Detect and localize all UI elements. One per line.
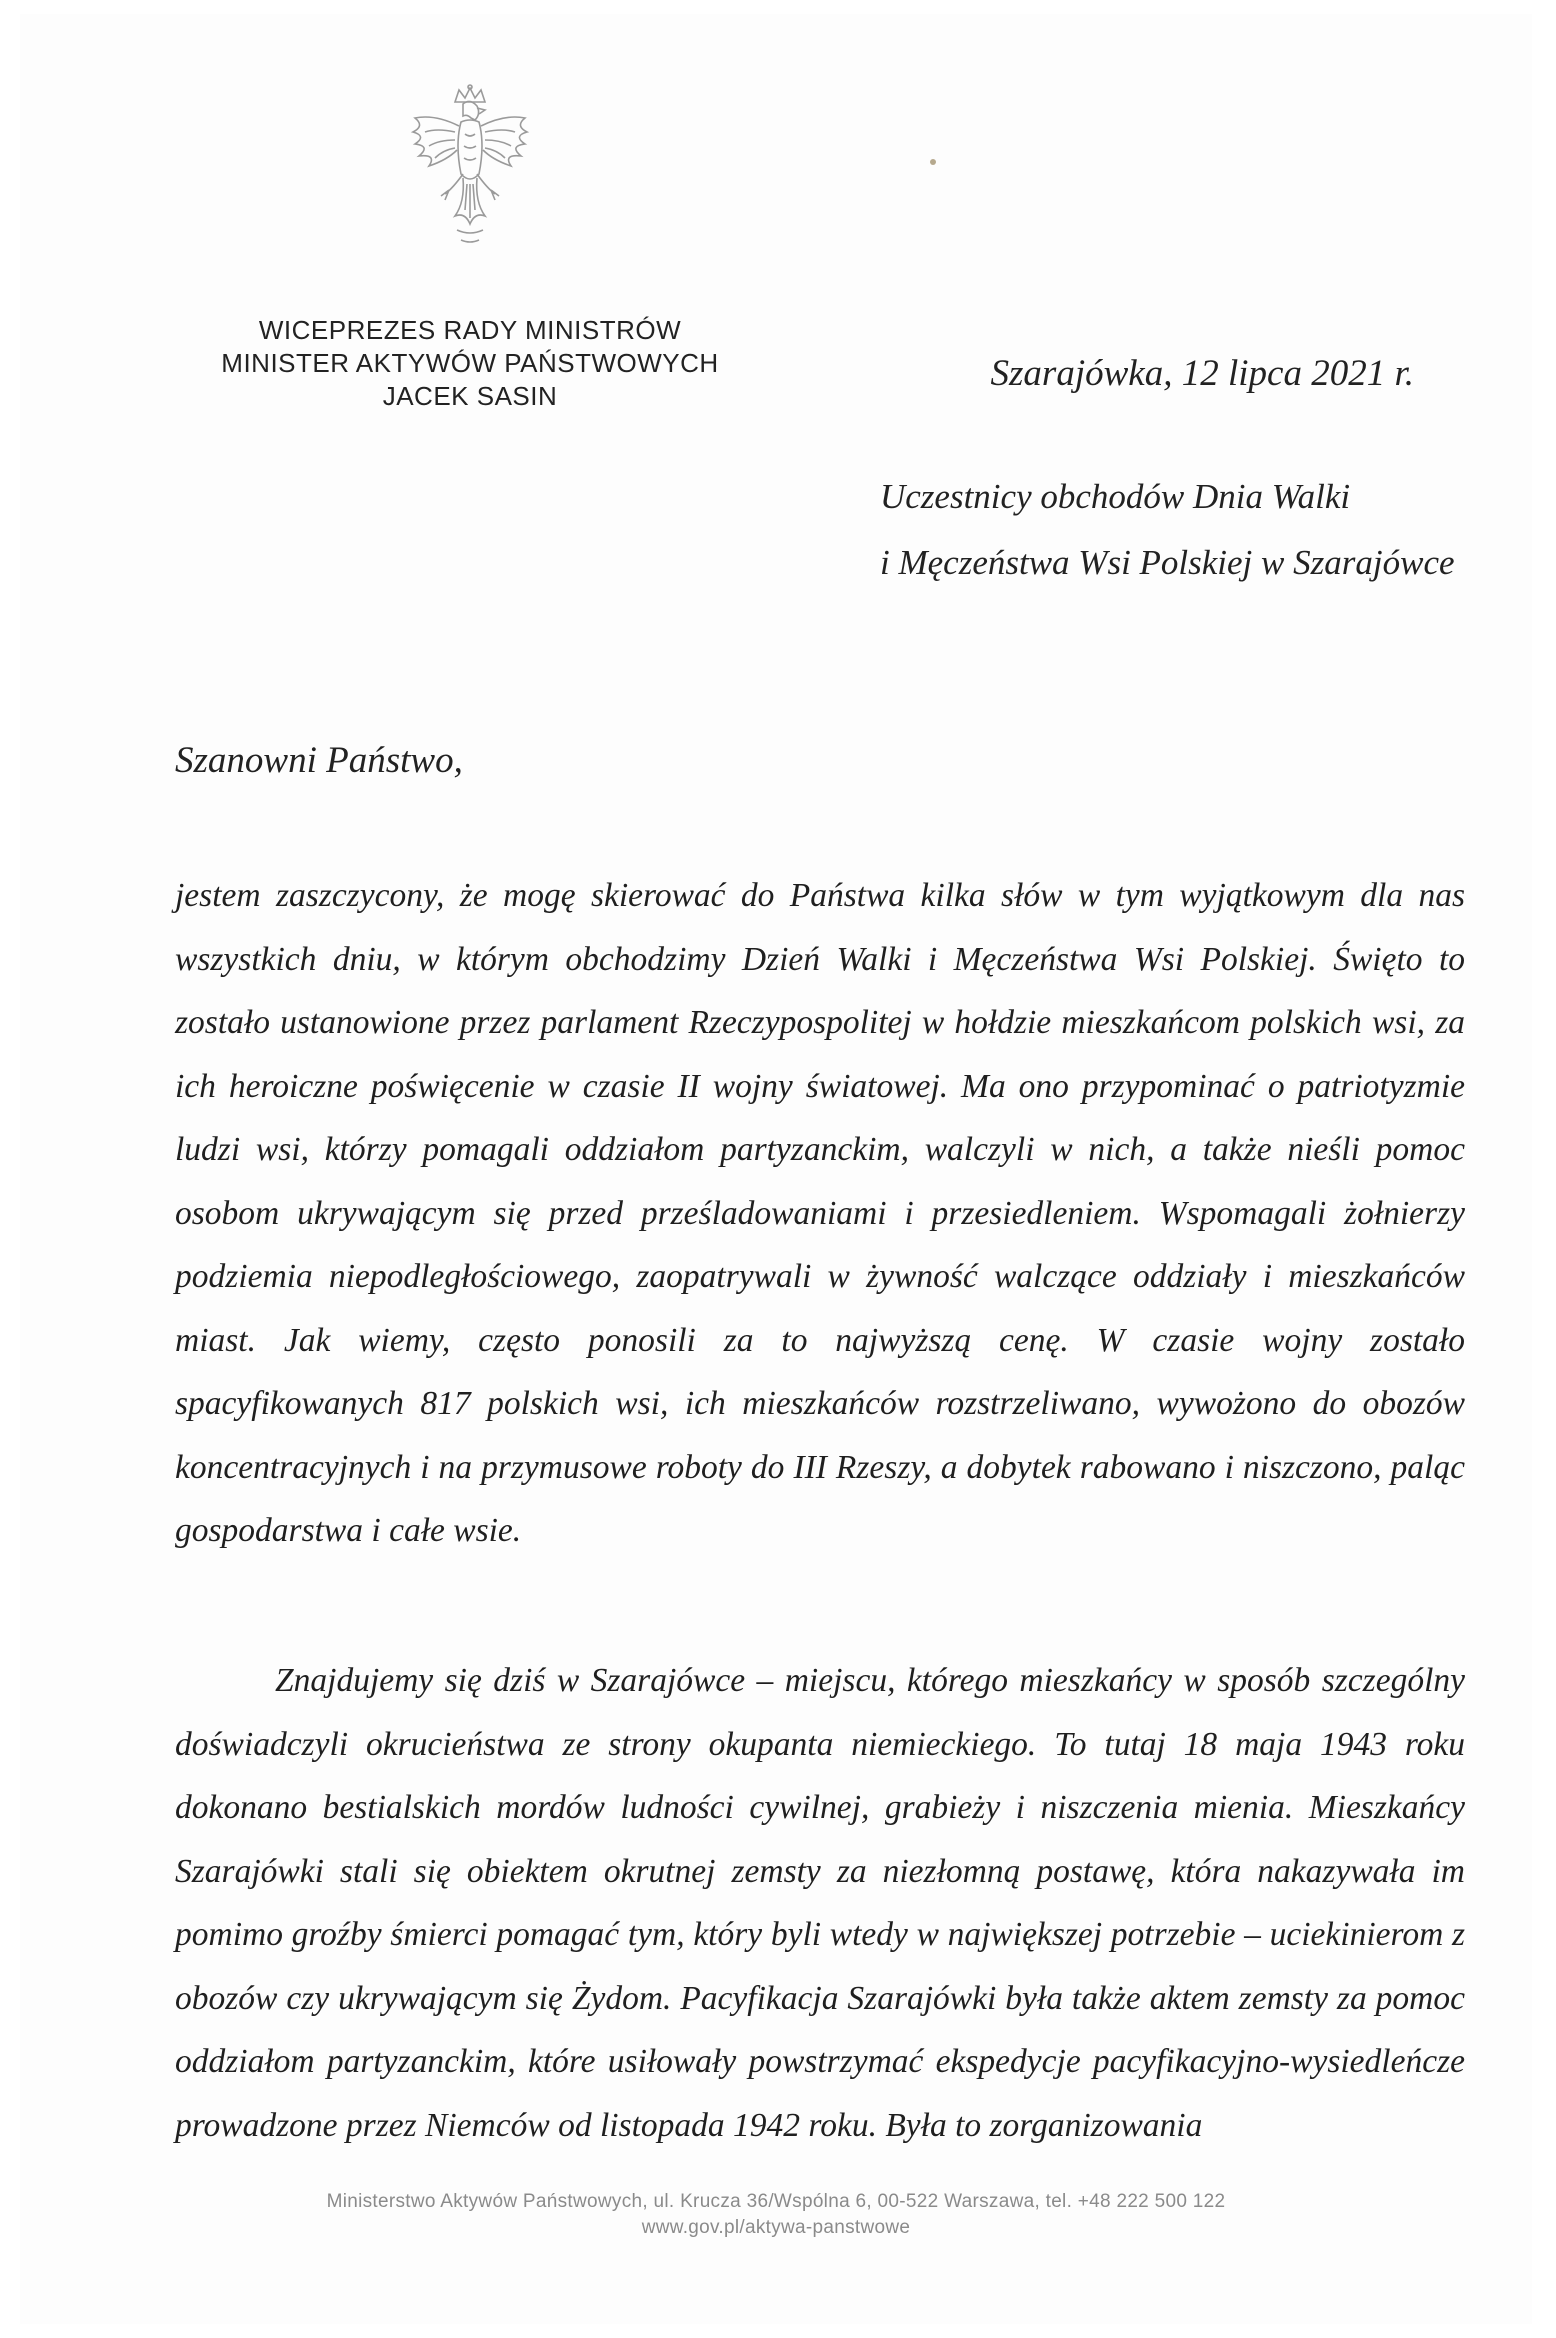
letter-date: Szarajówka, 12 lipca 2021 r. [990, 353, 1414, 394]
letter-page [20, 14, 1532, 2324]
addressee-block [880, 464, 1480, 596]
body-paragraph: Znajdujemy się dziś w Szarajówce – miejscu, którego mieszkańcy w sposób szczególny doświadczyli okrucieństwa ze strony okupanta niemieckiego. To tutaj 18 maja 1943 roku dokonano bestialskich mordów ludności cywilnej, grabieży i niszczenia mienia. Mieszkańcy Szarajówki stali się obiektem okrutnej zemsty za niezłomną postawę, która nakazywała im pomimo groźby śmierci pomagać tym, który byli wtedy w największej potrzebie – uciekinierom z obozów czy ukrywającym się Żydom. Pacyfikacja Szarajówki była także aktem zemsty za pomoc oddziałom partyzanckim, które usiłowały powstrzymać ekspedycje pacyfikacyjno-wysiedleńcze prowadzone przez Niemców od listopada 1942 roku. Była to zorganizowania [175, 1662, 1465, 2144]
polish-eagle-emblem-icon [395, 84, 545, 254]
sender-title-line: WICEPREZES RADY MINISTRÓW [258, 315, 682, 345]
paper-speck [930, 159, 936, 165]
sender-title [170, 314, 770, 413]
letter-footer [20, 2189, 1532, 2241]
sender-title-line: MINISTER AKTYWÓW PAŃSTWOWYCH [221, 348, 719, 378]
letterhead [170, 84, 770, 413]
footer-address: Ministerstwo Aktywów Państwowych, ul. Krucza 36/Wspólna 6, 00-522 Warszawa, tel. +48 222 500 122 [326, 2191, 1226, 2212]
body-paragraph: jestem zaszczycony, że mogę skierować do Państwa kilka słów w tym wyjątkowym dla nas wszystkich dniu, w którym obchodzimy Dzień Walki i Męczeństwa Wsi Polskiej. Święto to zostało ustanowione przez parlament Rzeczypospolitej w hołdzie mieszkańcom polskich wsi, za ich heroiczne poświęcenie w czasie II wojny światowej. Ma ono przypominać o patriotyzmie ludzi wsi, którzy pomagali oddziałom partyzanckim, walczyli w nich, a także nieśli pomoc osobom ukrywającym się przed prześladowaniami i przesiedleniem. Wspomagali żołnierzy podziemia niepodległościowego, zaopatrywali w żywność walczące oddziały i mieszkańców miast. Jak wiemy, często ponosili za to najwyższą cenę. W czasie wojny zostało spacyfikowanych 817 polskich wsi, ich mieszkańców rozstrzeliwano, wywożono do obozów koncentracyjnych i na przymusowe roboty do III Rzeszy, a dobytek rabowano i niszczono, paląc gospodarstwa i całe wsie. [175, 877, 1465, 1549]
addressee-line: Uczestnicy obchodów Dnia Walki [880, 477, 1351, 516]
sender-name: JACEK SASIN [382, 381, 558, 411]
salutation: Szanowni Państwo, [175, 740, 463, 781]
footer-website: www.gov.pl/aktywa-panstwowe [641, 2217, 911, 2238]
addressee-line: i Męczeństwa Wsi Polskiej w Szarajówce [880, 543, 1455, 582]
